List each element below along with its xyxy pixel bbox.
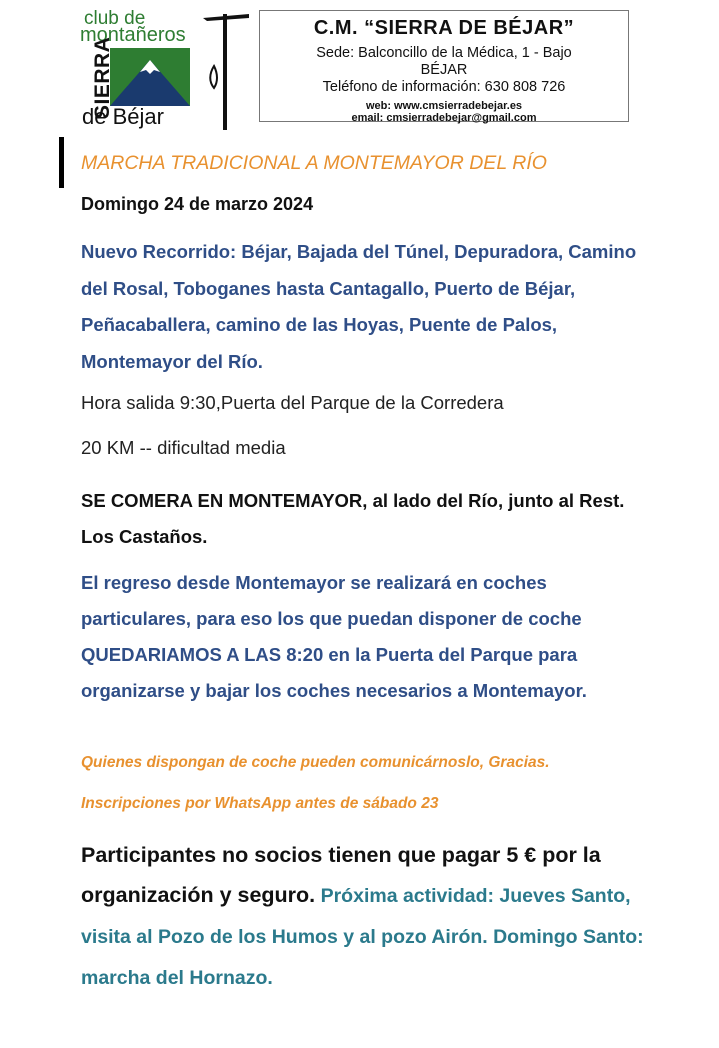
event-date: Domingo 24 de marzo 2024 (81, 194, 314, 214)
club-header-box (259, 10, 629, 122)
event-lunch (81, 483, 661, 555)
lunch-bold: SE COMERA EN MONTEMAYOR, (81, 490, 368, 511)
mountain-emblem-icon (108, 46, 192, 108)
club-web: web: www.cmsierradebejar.es (365, 100, 523, 112)
ice-axe-icon (183, 8, 253, 130)
lunch-rest: al lado del Río, junto al Rest. Los Castaños. (81, 490, 625, 547)
event-route: Nuevo Recorrido: Béjar, Bajada del Túnel, Depuradora, Camino del Rosal, Toboganes hasta Cantagallo, Puerto de Béjar, Peñacaballera, camino de las Hoyas, Puente de Palos, Montemayor del Río. (81, 241, 637, 372)
participants-info (81, 835, 681, 998)
next-activity: Próxima actividad: Jueves Santo, visita al Pozo de los Humos y al pozo Airón. Domingo Santo: marcha del Hornazo. (81, 885, 644, 989)
logo-text-montaneros: montañeros (80, 24, 186, 46)
logo-text-de-bejar: de Béjar (82, 104, 164, 129)
logo-text-club: club de (84, 8, 146, 29)
club-phone: Teléfono de información: 630 808 726 (322, 79, 566, 95)
club-name: C.M. “SIERRA DE BÉJAR” (313, 17, 575, 39)
event-title: MARCHA TRADICIONAL A MONTEMAYOR DEL RÍO (81, 152, 547, 174)
club-address: Sede: Balconcillo de la Médica, 1 - Bajo (316, 45, 572, 61)
club-logo (78, 8, 248, 130)
club-email: email: cmsierradebejar@gmail.com (351, 112, 537, 124)
event-return-info: El regreso desde Montemayor se realizará en coches particulares, para eso los que puedan disponer de coche QUEDARIAMOS A LAS 8:20 en la Puerta del Parque para organizarse y bajar los coches necesarios a Montemayor. (81, 572, 587, 701)
event-distance: 20 KM -- dificultad media (81, 437, 286, 458)
accent-bar (59, 137, 64, 188)
event-start-time: Hora salida 9:30,Puerta del Parque de la Corredera (81, 392, 504, 413)
club-city: BÉJAR (420, 62, 468, 78)
car-note: Quienes dispongan de coche pueden comunicárnoslo, Gracias. (81, 754, 550, 771)
logo-text-sierra: SIERRA (91, 36, 114, 119)
registration-note: Inscripciones por WhatsApp antes de sábado 23 (81, 795, 439, 812)
non-member-fee: Participantes no socios tienen que pagar 5 € por la organización y seguro. (81, 843, 601, 907)
